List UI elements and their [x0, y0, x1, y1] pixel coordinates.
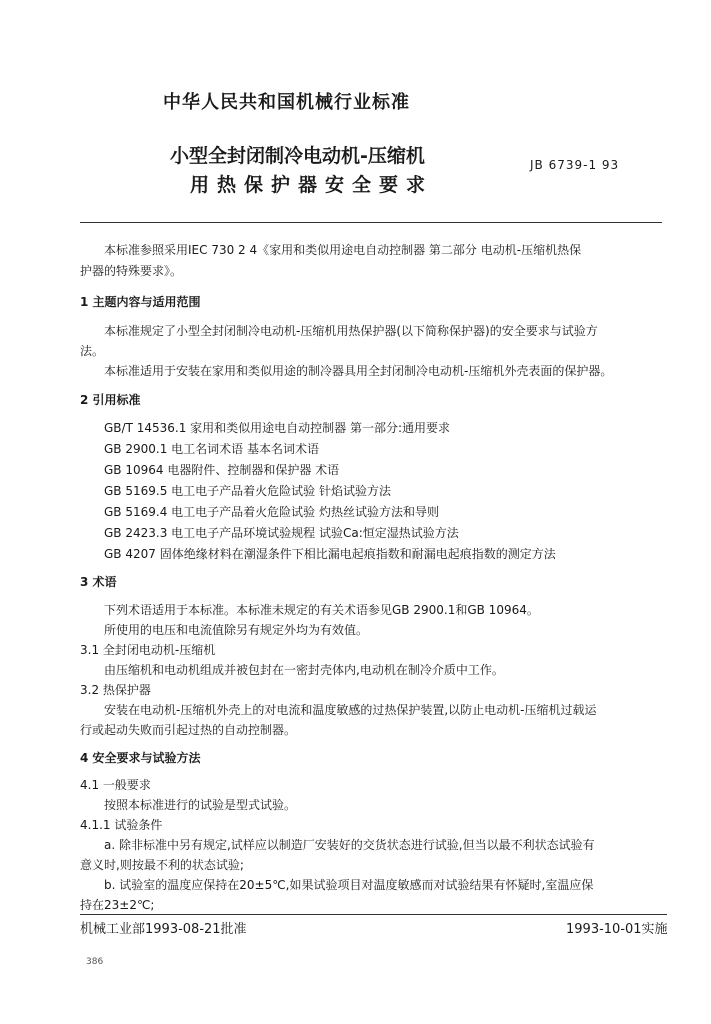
section-4-1-heading: 4.1 一般要求 — [80, 778, 151, 792]
reference-item: GB 2900.1 电工名词术语 基本名词术语 — [104, 442, 319, 456]
reference-item: GB/T 14536.1 家用和类似用途电自动控制器 第一部分:通用要求 — [104, 421, 451, 435]
section-3-2-line-1: 安装在电动机-压缩机外壳上的对电流和温度敏感的过热保护装置,以防止电动机-压缩机过载运 — [104, 703, 597, 717]
reference-item: GB 5169.4 电工电子产品着火危险试验 灼热丝试验方法和导则 — [104, 505, 439, 519]
standard-code: JB 6739-1 93 — [530, 158, 620, 172]
footer-divider — [80, 914, 667, 915]
section-4-1-1-heading: 4.1.1 试验条件 — [80, 818, 163, 832]
reference-item: GB 5169.5 电工电子产品着火危险试验 针焰试验方法 — [104, 484, 391, 498]
section-1-para-1-line-2: 法。 — [80, 344, 105, 358]
section-3-para-2: 所使用的电压和电流值除另有规定外均为有效值。 — [104, 623, 369, 637]
reference-item: GB 2423.3 电工电子产品环境试验规程 试验Ca:恒定湿热试验方法 — [104, 526, 459, 540]
reference-item: GB 10964 电器附件、控制器和保护器 术语 — [104, 463, 340, 477]
section-1-para-1-line-1: 本标准规定了小型全封闭制冷电动机-压缩机用热保护器(以下简称保护器)的安全要求与试验方 — [104, 324, 598, 338]
document-title-line-2: 用热保护器安全要求 — [190, 174, 434, 196]
effective-date: 1993-10-01实施 — [566, 922, 668, 937]
item-a-line-1: a. 除非标准中另有规定,试样应以制造厂安装好的交货状态进行试验,但当以最不利状态试验有 — [104, 838, 595, 852]
page-number: 386 — [86, 957, 104, 967]
item-a-line-2: 意义时,则按最不利的状态试验; — [80, 858, 244, 872]
reference-item: GB 4207 固体绝缘材料在潮湿条件下相比漏电起痕指数和耐漏电起痕指数的测定方法 — [104, 547, 556, 561]
section-3-2-heading: 3.2 热保护器 — [80, 683, 151, 697]
section-3-2-line-2: 行或起动失败而引起过热的自动控制器。 — [80, 723, 297, 737]
section-3-1-heading: 3.1 全封闭电动机-压缩机 — [80, 643, 216, 657]
section-3-para-1: 下列术语适用于本标准。本标准未规定的有关术语参见GB 2900.1和GB 10964。 — [104, 603, 539, 617]
section-3-1-text: 由压缩机和电动机组成并被包封在一密封壳体内,电动机在制冷介质中工作。 — [104, 663, 504, 677]
section-4-heading: 4 安全要求与试验方法 — [80, 751, 201, 765]
issuing-body-header: 中华人民共和国机械行业标准 — [163, 92, 410, 113]
intro-line-2: 护器的特殊要求》。 — [80, 264, 183, 278]
document-title-line-1: 小型全封闭制冷电动机-压缩机 — [170, 145, 425, 167]
header-divider — [80, 222, 662, 223]
intro-line-1: 本标准参照采用IEC 730 2 4《家用和类似用途电自动控制器 第二部分 电动机-压缩机热保 — [104, 243, 582, 257]
section-3-heading: 3 术语 — [80, 575, 117, 589]
item-b-line-2: 持在23±2℃; — [80, 898, 155, 912]
section-1-heading: 1 主题内容与适用范围 — [80, 295, 201, 309]
item-b-line-1: b. 试验室的温度应保持在20±5℃,如果试验项目对温度敏感而对试验结果有怀疑时,室温应保 — [104, 878, 594, 892]
section-4-1-text: 按照本标准进行的试验是型式试验。 — [104, 798, 297, 812]
section-1-para-2: 本标准适用于安装在家用和类似用途的制冷器具用全封闭制冷电动机-压缩机外壳表面的保护器。 — [104, 364, 613, 378]
approval-date: 机械工业部1993-08-21批准 — [80, 922, 247, 937]
section-2-heading: 2 引用标准 — [80, 393, 141, 407]
